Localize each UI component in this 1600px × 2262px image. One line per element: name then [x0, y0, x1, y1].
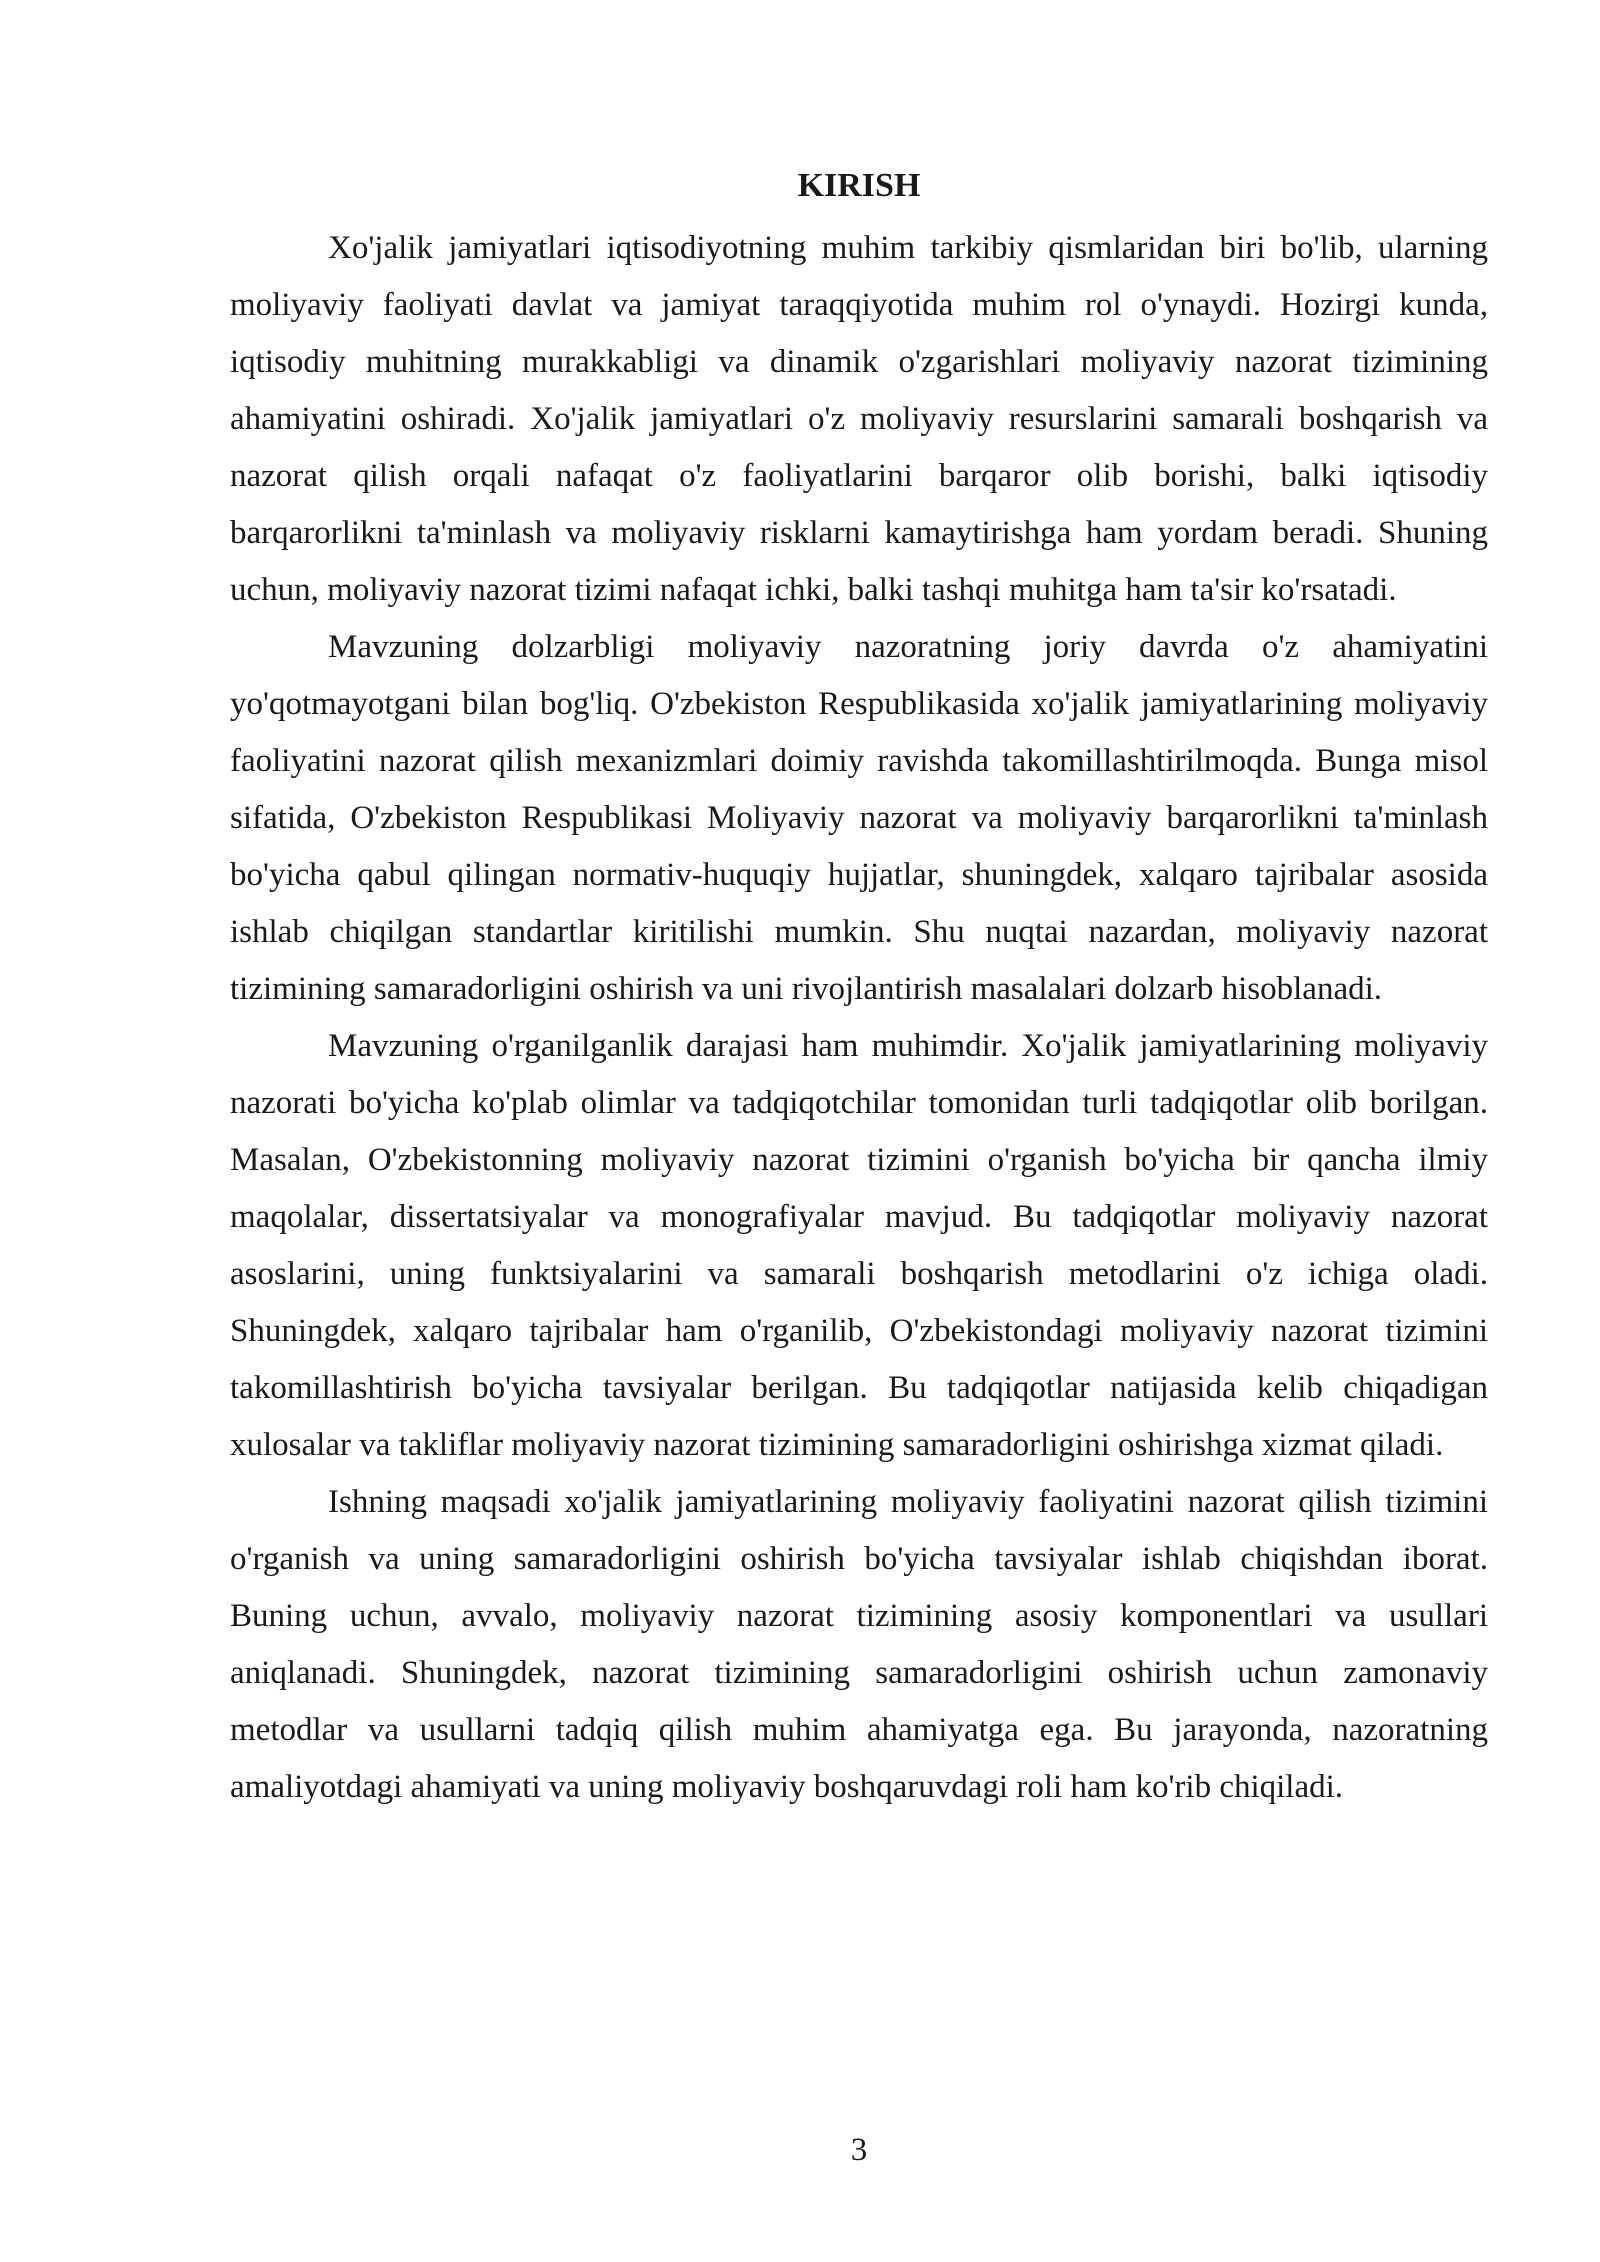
- page-content: [230, 160, 1488, 1816]
- paragraph-study-level: Mavzuning o'rganilganlik darajasi ham muhimdir. Xo'jalik jamiyatlarining moliyaviy nazorati bo'yicha ko'plab olimlar va tadqiqotchilar tomonidan turli tadqiqotlar olib borilgan. Masalan, O'zbekistonning moliyaviy nazorat tizimini o'rganish bo'yicha bir qancha ilmiy maqolalar, dissertatsiyalar va monografiyalar mavjud. Bu tadqiqotlar moliyaviy nazorat asoslarini, uning funktsiyalarini va samarali boshqarish metodlarini o'z ichiga oladi. Shuningdek, xalqaro tajribalar ham o'rganilib, O'zbekistondagi moliyaviy nazorat tizimini takomillashtirish bo'yicha tavsiyalar berilgan. Bu tadqiqotlar natijasida kelib chiqadigan xulosalar va takliflar moliyaviy nazorat tizimining samaradorligini oshirishga xizmat qiladi.: [230, 1028, 1488, 1463]
- page-number: 3: [850, 2132, 868, 2168]
- paragraph-goal: Ishning maqsadi xo'jalik jamiyatlarining moliyaviy faoliyatini nazorat qilish tizimini o'rganish va uning samaradorligini oshirish bo'yicha tavsiyalar ishlab chiqishdan iborat. Buning uchun, avvalo, moliyaviy nazorat tizimining asosiy komponentlari va usullari aniqlanadi. Shuningdek, nazorat tizimining samaradorligini oshirish uchun zamonaviy metodlar va usullarni tadqiq qilish muhim ahamiyatga ega. Bu jarayonda, nazoratning amaliyotdagi ahamiyati va uning moliyaviy boshqaruvdagi roli ham ko'rib chiqiladi.: [230, 1484, 1488, 1805]
- paragraph-relevance: Mavzuning dolzarbligi moliyaviy nazoratning joriy davrda o'z ahamiyatini yo'qotmayotgani bilan bog'liq. O'zbekiston Respublikasida xo'jalik jamiyatlarining moliyaviy faoliyatini nazorat qilish mexanizmlari doimiy ravishda takomillashtirilmoqda. Bunga misol sifatida, O'zbekiston Respublikasi Moliyaviy nazorat va moliyaviy barqarorlikni ta'minlash bo'yicha qabul qilingan normativ-huquqiy hujjatlar, shuningdek, xalqaro tajribalar asosida ishlab chiqilgan standartlar kiritilishi mumkin. Shu nuqtai nazardan, moliyaviy nazorat tizimining samaradorligini oshirish va uni rivojlantirish masalalari dolzarb hisoblanadi.: [230, 629, 1488, 1007]
- paragraph-intro: Xo'jalik jamiyatlari iqtisodiyotning muhim tarkibiy qismlaridan biri bo'lib, ularning moliyaviy faoliyati davlat va jamiyat taraqqiyotida muhim rol o'ynaydi. Hozirgi kunda, iqtisodiy muhitning murakkabligi va dinamik o'zgarishlari moliyaviy nazorat tizimining ahamiyatini oshiradi. Xo'jalik jamiyatlari o'z moliyaviy resurslarini samarali boshqarish va nazorat qilish orqali nafaqat o'z faoliyatlarini barqaror olib borishi, balki iqtisodiy barqarorlikni ta'minlash va moliyaviy risklarni kamaytirishga ham yordam beradi. Shuning uchun, moliyaviy nazorat tizimi nafaqat ichki, balki tashqi muhitga ham ta'sir ko'rsatadi.: [230, 230, 1488, 608]
- section-title: KIRISH: [797, 167, 921, 204]
